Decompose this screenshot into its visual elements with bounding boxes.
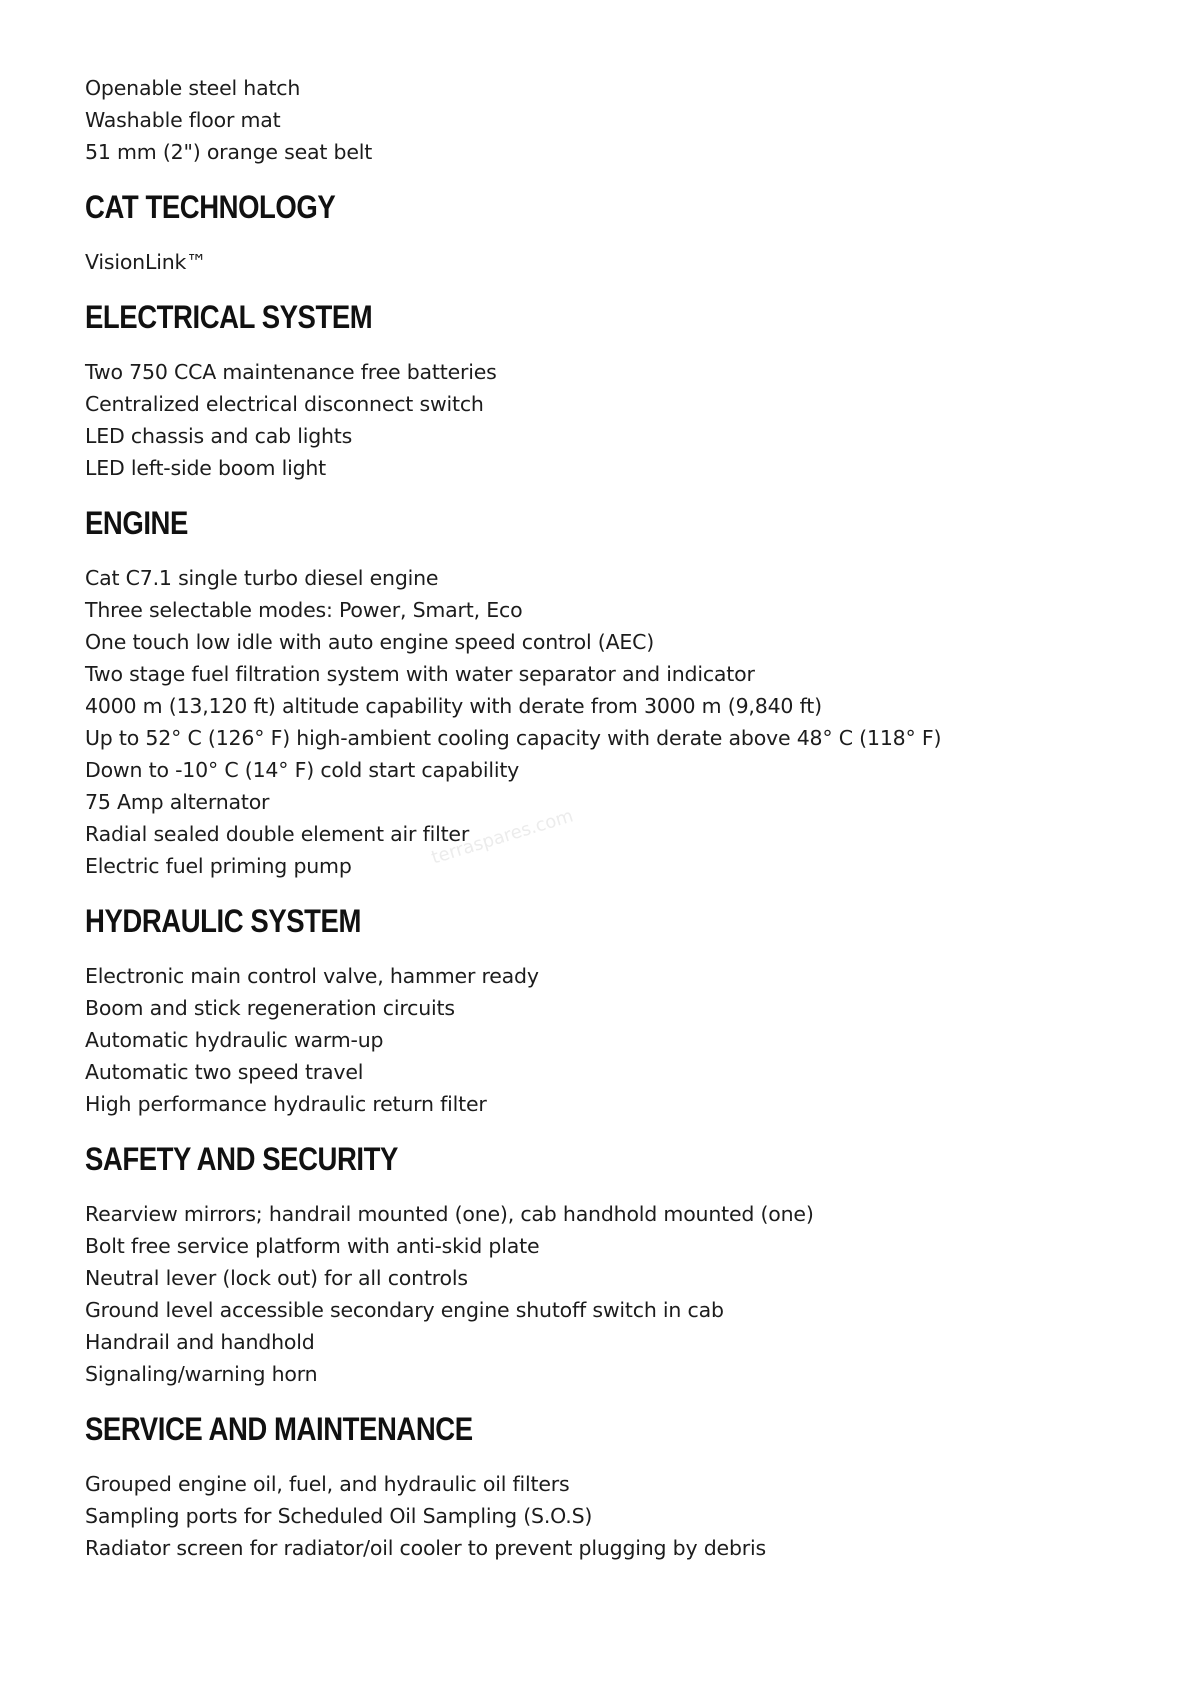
list-item: Automatic hydraulic warm-up <box>85 1028 384 1052</box>
list-item: Down to -10° C (14° F) cold start capability <box>85 758 520 782</box>
list-item: 75 Amp alternator <box>85 790 270 814</box>
list-item: Automatic two speed travel <box>85 1060 364 1084</box>
section-engine <box>85 505 1125 882</box>
list-item: Three selectable modes: Power, Smart, Eco <box>85 598 523 622</box>
list-item: 4000 m (13,120 ft) altitude capability with derate from 3000 m (9,840 ft) <box>85 694 822 718</box>
list-item: Two stage fuel filtration system with water separator and indicator <box>85 662 755 686</box>
section-heading: SAFETY AND SECURITY <box>85 1141 398 1177</box>
list-item: Rearview mirrors; handrail mounted (one), cab handhold mounted (one) <box>85 1202 814 1226</box>
list-item: LED chassis and cab lights <box>85 424 353 448</box>
watermark: terraspares.com <box>428 805 576 869</box>
section-heading: ENGINE <box>85 505 188 541</box>
section-heading: HYDRAULIC SYSTEM <box>85 903 361 939</box>
section-service-and-maintenance <box>85 1411 1125 1564</box>
document-page <box>85 72 1125 1564</box>
list-item: Ground level accessible secondary engine shutoff switch in cab <box>85 1298 724 1322</box>
list-item: Radiator screen for radiator/oil cooler to prevent plugging by debris <box>85 1536 766 1560</box>
list-item: Grouped engine oil, fuel, and hydraulic oil filters <box>85 1472 570 1496</box>
section-heading: SERVICE AND MAINTENANCE <box>85 1411 473 1447</box>
list-item: Neutral lever (lock out) for all controls <box>85 1266 468 1290</box>
list-item: Bolt free service platform with anti-skid plate <box>85 1234 540 1258</box>
list-item: VisionLink™ <box>85 250 207 274</box>
section-hydraulic-system <box>85 903 1125 1120</box>
list-item: Cat C7.1 single turbo diesel engine <box>85 566 439 590</box>
section-heading: CAT TECHNOLOGY <box>85 189 336 225</box>
intro-list <box>85 72 1125 168</box>
list-item: Electronic main control valve, hammer ready <box>85 964 539 988</box>
section-cat-technology <box>85 189 1125 278</box>
list-item: Boom and stick regeneration circuits <box>85 996 455 1020</box>
list-item: Washable floor mat <box>85 108 281 132</box>
list-item: Handrail and handhold <box>85 1330 315 1354</box>
list-item: One touch low idle with auto engine speed control (AEC) <box>85 630 655 654</box>
list-item: Electric fuel priming pump <box>85 854 352 878</box>
list-item: Openable steel hatch <box>85 76 301 100</box>
list-item: Up to 52° C (126° F) high-ambient cooling capacity with derate above 48° C (118° F) <box>85 726 942 750</box>
section-heading: ELECTRICAL SYSTEM <box>85 299 373 335</box>
list-item: Signaling/warning horn <box>85 1362 318 1386</box>
list-item: Centralized electrical disconnect switch <box>85 392 484 416</box>
list-item: 51 mm (2") orange seat belt <box>85 140 373 164</box>
list-item: LED left-side boom light <box>85 456 327 480</box>
list-item: Two 750 CCA maintenance free batteries <box>85 360 497 384</box>
section-safety-and-security <box>85 1141 1125 1390</box>
list-item: Radial sealed double element air filter <box>85 822 470 846</box>
list-item: Sampling ports for Scheduled Oil Sampling (S.O.S) <box>85 1504 593 1528</box>
section-electrical-system <box>85 299 1125 484</box>
list-item: High performance hydraulic return filter <box>85 1092 487 1116</box>
